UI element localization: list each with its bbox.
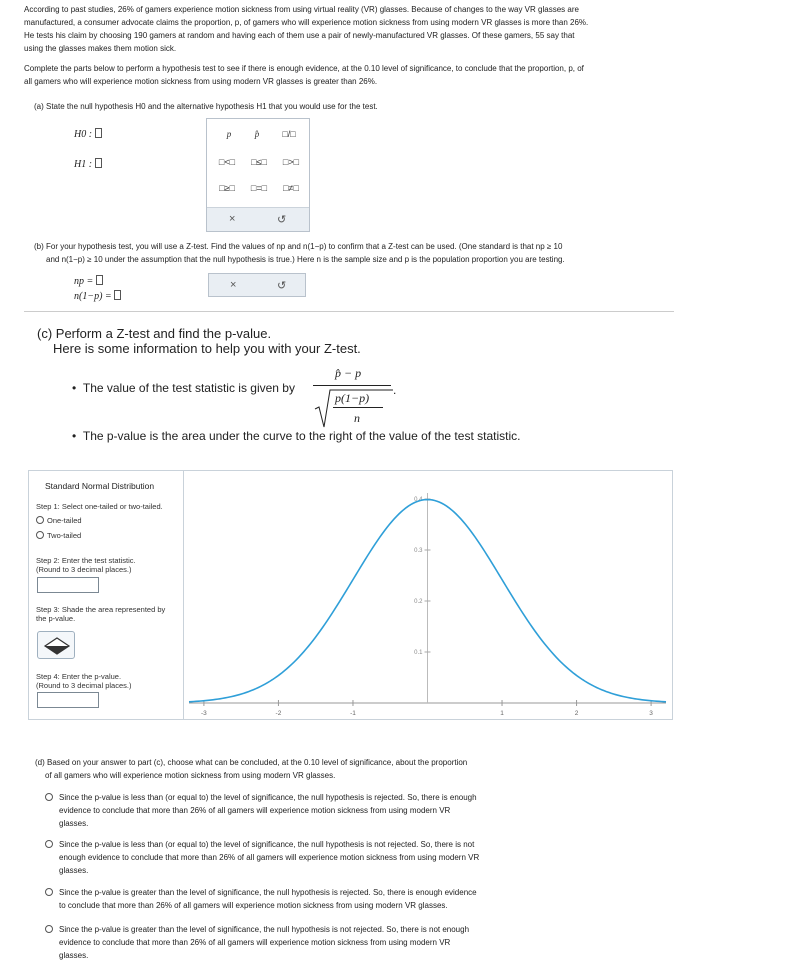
standard-normal-tool [28, 470, 673, 720]
tool-title: Standard Normal Distribution [45, 481, 155, 491]
clear-icon[interactable]: × [230, 279, 237, 291]
palette-fraction-button[interactable]: □/□ [282, 129, 296, 139]
formula-sqrt-numerator: p(1−p) [335, 391, 370, 405]
option-text: Since the p-value is greater than the level of significance, the null hypothesis is not rejected. So, there is not enough [59, 925, 470, 934]
option-3-radio[interactable] [45, 888, 53, 896]
test-statistic-input[interactable] [37, 577, 99, 593]
clear-icon[interactable]: × [229, 213, 236, 225]
part-d-line: of all gamers who will experience motion sickness from using modern VR glasses. [45, 771, 336, 780]
two-tailed-option[interactable] [36, 531, 81, 540]
bullet-text: The value of the test statistic is given by [82, 381, 295, 395]
part-b-line: and n(1−p) ≥ 10 under the assumption that the null hypothesis is true.) Here n is the sample size and p is the population proportion you are testing. [46, 255, 565, 264]
palette-less-equal-button[interactable]: □≤□ [251, 157, 267, 167]
formula-sqrt-denominator: n [354, 411, 360, 425]
intro-line: manufactured, a consumer advocate claims the proportion, p, of gamers who will experience motion sickness from using modern VR glasses is more than 26%. [24, 18, 589, 27]
option-4-radio[interactable] [45, 925, 53, 933]
part-c-subtitle: Here is some information to help you with your Z-test. [53, 341, 361, 356]
h0-label: H0 : [74, 129, 93, 140]
formula-period: . [393, 383, 397, 397]
p-value-input[interactable] [37, 692, 99, 708]
step2-line: Step 2: Enter the test statistic. [36, 556, 136, 565]
conclusion-option-3[interactable] [45, 886, 785, 912]
y-tick-label: 0.2 [414, 599, 423, 605]
h0-row [74, 128, 102, 140]
part-a-prompt: (a) State the null hypothesis H0 and the alternative hypothesis H1 that you would use for the test. [34, 102, 378, 111]
two-tailed-radio[interactable] [36, 531, 44, 539]
option-text: glasses. [59, 866, 89, 875]
palette-not-equal-button[interactable]: □≠□ [283, 183, 299, 193]
nq-input[interactable] [114, 290, 121, 300]
option-text: Since the p-value is less than (or equal to) the level of significance, the null hypothesis is rejected. So, there is enough [59, 793, 477, 802]
option-text: evidence to conclude that more than 26% of all gamers will experience motion sickness from using modern VR [59, 806, 451, 815]
palette-greater-equal-button[interactable]: □≥□ [219, 183, 235, 193]
step4-line: Step 4: Enter the p-value. [36, 672, 122, 681]
undo-icon[interactable]: ↺ [277, 280, 287, 292]
part-c-title: (c) Perform a Z-test and find the p-value. [37, 326, 272, 341]
step3-line: the p-value. [36, 614, 76, 623]
step2-label [36, 556, 136, 574]
palette-less-than-button[interactable]: □<□ [218, 157, 236, 167]
part-b-toolbar [208, 273, 306, 297]
step4-label [36, 672, 131, 690]
steps-panel [29, 471, 184, 719]
bullet-text: The p-value is the area under the curve to the right of the value of the test statistic. [82, 429, 521, 443]
one-tailed-option[interactable] [36, 516, 82, 525]
nq-row [74, 290, 121, 302]
instructions [24, 62, 794, 88]
x-tick-label: -2 [275, 710, 282, 717]
palette-phat-button[interactable]: p̂ [254, 129, 260, 139]
part-d-prompt [35, 756, 775, 782]
shade-tool-button[interactable] [37, 631, 75, 659]
symbol-palette [206, 118, 310, 232]
option-2-radio[interactable] [45, 840, 53, 848]
y-tick-label: 0.3 [414, 548, 423, 554]
x-tick-label: 3 [649, 710, 653, 717]
option-text: to conclude that more than 26% of all gamers will experience motion sickness from using modern VR glasses. [59, 901, 448, 910]
part-d-line: (d) Based on your answer to part (c), choose what can be concluded, at the 0.10 level of significance, about the proportion [35, 758, 468, 767]
problem-statement [24, 3, 794, 55]
option-text: glasses. [59, 819, 89, 828]
h0-input[interactable] [95, 128, 102, 138]
step1-label: Step 1: Select one-tailed or two-tailed. [36, 502, 163, 511]
instructions-line: Complete the parts below to perform a hypothesis test to see if there is enough evidence, at the 0.10 level of significance, to conclude that the proportion, p, of [24, 64, 584, 73]
y-tick-label: 0.4 [414, 497, 423, 503]
option-1-radio[interactable] [45, 793, 53, 801]
fraction-bar [313, 385, 391, 386]
two-tailed-label: Two-tailed [47, 531, 82, 540]
palette-greater-than-button[interactable]: □>□ [282, 157, 300, 167]
intro-line: He tests his claim by choosing 190 gamers at random and having each of them use a pair of newly-manufactured VR glasses. Of these gamers, 55 say that [24, 31, 575, 40]
option-text: Since the p-value is greater than the level of significance, the null hypothesis is rejected. So, there is enough evidence [59, 888, 477, 897]
x-tick-label: 1 [500, 710, 504, 717]
h1-input[interactable] [95, 158, 102, 168]
bullet-p-value [72, 429, 520, 443]
y-tick-label: 0.1 [414, 650, 423, 656]
step3-line: Step 3: Shade the area represented by [36, 605, 166, 614]
conclusion-option-1[interactable] [45, 791, 785, 830]
palette-p-button[interactable]: p [226, 129, 232, 139]
intro-line: According to past studies, 26% of gamers experience motion sickness from using virtual reality (VR) glasses. Because of changes to the way VR glasses are [24, 5, 579, 14]
formula-numerator: p̂ − p [335, 366, 362, 380]
x-tick-label: -3 [201, 710, 207, 717]
option-text: glasses. [59, 951, 89, 960]
one-tailed-radio[interactable] [36, 516, 44, 524]
one-tailed-label: One-tailed [47, 516, 82, 525]
np-label: np = [74, 276, 94, 287]
conclusion-option-2[interactable] [45, 838, 785, 877]
bullet-test-statistic [72, 381, 295, 395]
step2-line: (Round to 3 decimal places.) [36, 565, 132, 574]
h1-row [74, 158, 102, 170]
option-text: Since the p-value is less than (or equal to) the level of significance, the null hypothesis is not rejected. So, there is not [59, 840, 475, 849]
x-tick-label: -1 [350, 710, 356, 717]
section-divider [24, 311, 674, 312]
test-statistic-formula [313, 360, 398, 432]
bullet-dot: • [72, 429, 83, 443]
palette-equal-button[interactable]: □=□ [250, 183, 268, 193]
step4-line: (Round to 3 decimal places.) [36, 681, 132, 690]
np-input[interactable] [96, 275, 103, 285]
instructions-line: all gamers who will experience motion sickness from using modern VR glasses is greater than 26%. [24, 77, 378, 86]
conclusion-option-4[interactable] [45, 923, 785, 961]
undo-icon[interactable]: ↺ [277, 214, 287, 226]
h1-label: H1 : [74, 159, 93, 170]
part-b-line: (b) For your hypothesis test, you will use a Z-test. Find the values of np and n(1−p) to confirm that a Z-test can be used. (One standard is that np ≥ 10 [34, 242, 563, 251]
normal-curve-chart[interactable] [184, 471, 672, 719]
option-text: enough evidence to conclude that more than 26% of all gamers will experience motion sickness from using modern VR [59, 853, 480, 862]
step3-label [36, 605, 165, 623]
intro-line: using the glasses makes them motion sick. [24, 44, 177, 53]
x-tick-label: 2 [574, 710, 579, 717]
np-row [74, 275, 103, 287]
palette-footer [207, 207, 309, 231]
bullet-dot: • [72, 381, 83, 395]
part-b-prompt [34, 240, 794, 266]
shade-area-icon [38, 632, 76, 660]
nq-label: n(1−p) = [74, 291, 112, 302]
option-text: evidence to conclude that more than 26% of all gamers will experience motion sickness from using modern VR [59, 938, 451, 947]
inner-fraction-bar [333, 407, 383, 408]
